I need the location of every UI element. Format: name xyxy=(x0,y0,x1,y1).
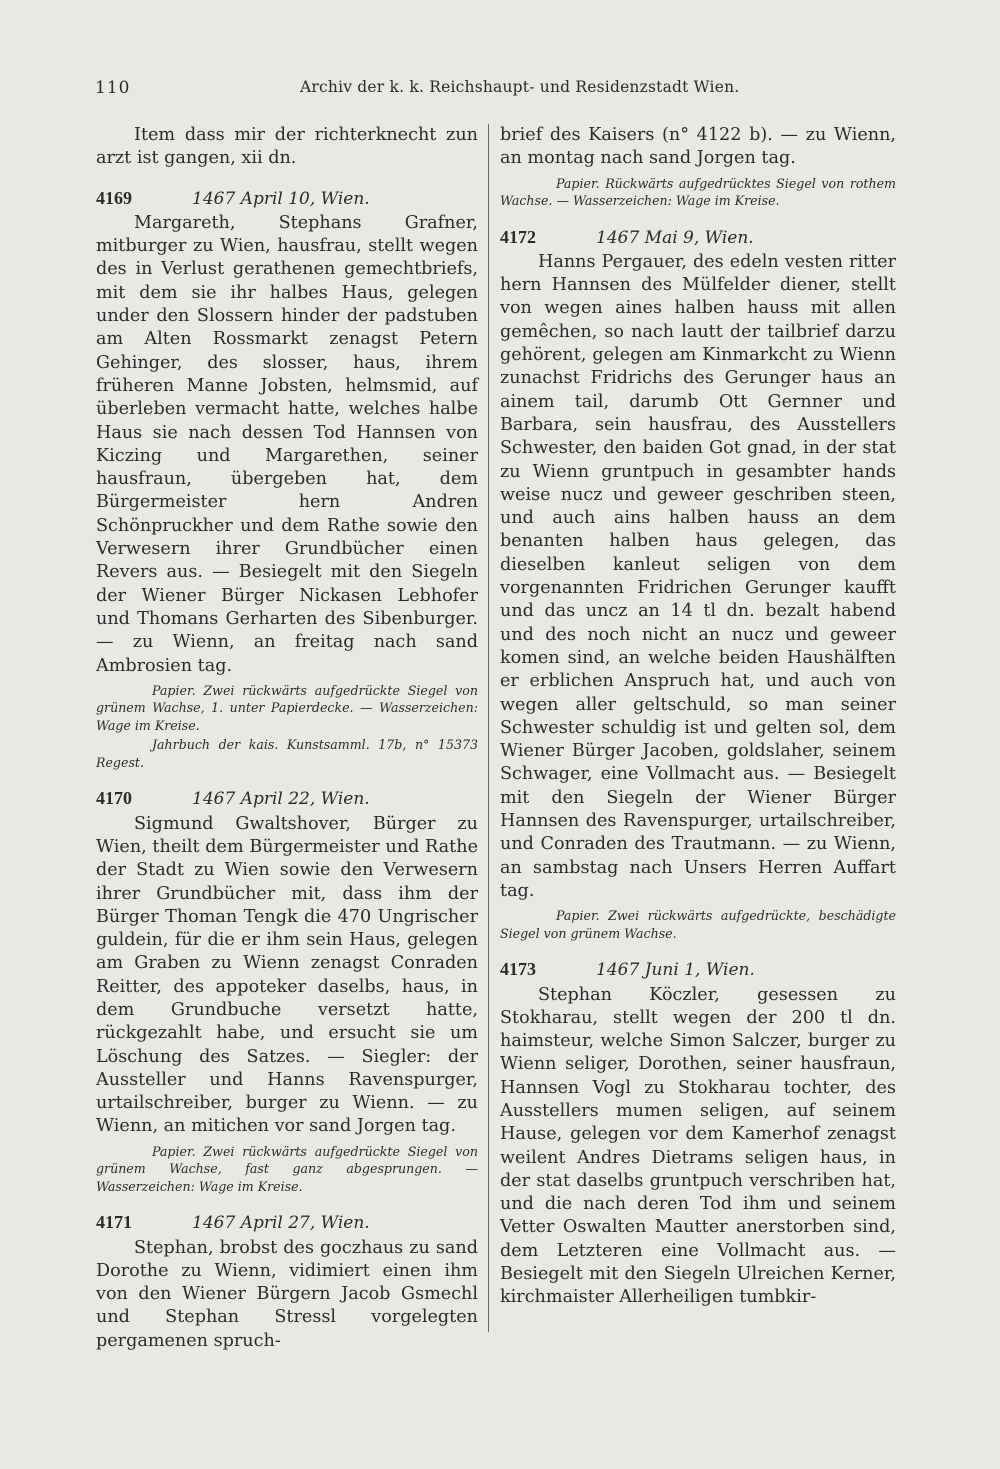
entry-text-4171: Stephan, brobst des goczhaus zu sand Dorothe zu Wienn, vidimiert einen ihm von den Wiener Bürgern Jacob Gsmechl und Stephan Stressl vorgelegten pergamenen spruch- xyxy=(96,1237,478,1351)
entry-date: 1467 April 27, Wien. xyxy=(192,1213,370,1234)
entry-date: 1467 Mai 9, Wien. xyxy=(596,227,754,248)
entry-date: 1467 April 22, Wien. xyxy=(192,789,370,810)
entry-heading-4170 xyxy=(96,787,478,811)
entry-reference-4169: Jahrbuch der kais. Kunstsamml. 17b, n° 15373 Regest. xyxy=(96,737,478,770)
carry-over-paragraph: Item dass mir der richterknecht zun arzt ist gangen, xii dn. xyxy=(96,125,478,169)
entry-text-4169: Margareth, Stephans Grafner, mitburger zu Wien, hausfrau, stellt wegen des in Verlust gerathenen gemechtbriefs, mit dem sie ihr halbes Haus, gelegen under den Slossern hinder der padstuben am Alten Rossmarkt zenagst Petern Gehinger, des slosser, haus, ihrem früheren Manne Jobsten, helmsmid, auf überleben vermacht hatte, welches halbe Haus sie nach dessen Tod Hannsen von Kiczing und Margarethen, seiner hausfraun, übergeben hat, dem Bürgermeister hern Andren Schönpruckher und dem Rathe sowie den Verwesern ihrer Grundbücher einen Revers aus. — Besiegelt mit den Siegeln der Wiener Bürger Nickasen Lebhofer und Thomans Gerharten des Sibenburger. — zu Wienn, an freitag nach sand Ambrosien tag. xyxy=(96,212,478,676)
page-header xyxy=(95,78,895,108)
carry-over-paragraph: brief des Kaisers (n° 4122 b). — zu Wienn, an montag nach sand Jorgen tag. xyxy=(500,125,896,169)
entry-heading-4169 xyxy=(96,187,478,211)
entry-heading-4171 xyxy=(96,1211,478,1235)
left-column xyxy=(96,124,478,1353)
carry-over-note: Papier. Rückwärts aufgedrücktes Siegel von rothem Wachse. — Wasserzeichen: Wage im Kreise. xyxy=(500,175,896,209)
entry-number: 4172 xyxy=(500,226,536,247)
entry-number: 4170 xyxy=(96,788,132,809)
page-number: 110 xyxy=(95,78,131,98)
entry-date: 1467 April 10, Wien. xyxy=(192,188,370,209)
right-column xyxy=(500,124,896,1310)
entry-note-4169: Papier. Zwei rückwärts aufgedrückte Siegel von grünem Wachse, 1. unter Papierdecke. — Wasserzeichen: Wage im Kreise. xyxy=(96,682,478,733)
entry-heading-4172 xyxy=(500,226,896,250)
running-title: Archiv der k. k. Reichshaupt- und Residenzstadt Wien. xyxy=(300,78,740,96)
entry-number: 4169 xyxy=(96,187,132,208)
entry-date: 1467 Juni 1, Wien. xyxy=(596,960,755,981)
entry-note-4172: Papier. Zwei rückwärts aufgedrückte, beschädigte Siegel von grünem Wachse. xyxy=(500,908,896,941)
entry-text-4172: Hanns Pergauer, des edeln vesten ritter hern Hannsen des Mülfelder diener, stellt von wegen aines halben hauss mit allen gemêchen, so nach lautt der tailbrief darzu gehörent, gelegen am Kinmarkcht zu Wienn zunachst Fridrichs des Gerunger haus an ainem tail, darumb Ott Gernner und Barbara, sein hausfrau, des Ausstellers Schwester, den baiden Got gnad, in der stat zu Wienn gruntpuch in gesambter hands weise nucz und geweer geschriben steen, und auch ains halben hauss an dem benanten halben haus gelegen, das dieselben kanleut seligen von dem vorgenannten Fridrichen Gerunger kaufft und das uncz an 14 tl dn. bezalt habend und des noch nicht an nucz und geweer komen sind, an welche beiden Haushälften er erblichen Anspruch hat, und auch von wegen aller geltschuld, so man seiner Schwester schuldig ist und gelten sol, dem Wiener Bürger Jacoben, goldslaher, seinem Schwager, eine Vollmacht aus. — Besiegelt mit den Siegeln der Wiener Bürger Hannsen des Ravenspurger, urtailschreiber, und Conraden des Trautmann. — zu Wienn, an sambstag nach Unsers Herren Auffart tag. xyxy=(500,251,896,901)
entry-text-4173: Stephan Köczler, gesessen zu Stokharau, stellt wegen der 200 tl dn. haimsteur, welche Simon Salczer, burger zu Wienn seliger, Dorothen, seiner hausfraun, Hannsen Vogl zu Stokharau tochter, des Ausstellers mumen seligen, auf seinem Hause, gelegen vor dem Kamerhof zenagst weilent Andres Dietrams seligen haus, in der stat daselbs gruntpuch verschriben hat, und die nach deren Tod ihm und seinem Vetter Oswalten Mautter anerstorben sind, dem Letzteren eine Vollmacht aus. — Besiegelt mit den Siegeln Ulreichen Kerner, kirchmaister Allerheiligen tumbkir- xyxy=(500,984,896,1308)
entry-number: 4173 xyxy=(500,959,536,980)
entry-note-4170: Papier. Zwei rückwärts aufgedrückte Siegel von grünem Wachse, fast ganz abgesprungen. — Wasserzeichen: Wage im Kreise. xyxy=(96,1143,478,1194)
entry-text-4170: Sigmund Gwaltshover, Bürger zu Wien, theilt dem Bürgermeister und Rathe der Stadt zu Wien sowie den Verwesern ihrer Grundbücher mit, dass ihm der Bürger Thoman Tengk die 470 Ungrischer guldein, für die er ihm sein Haus, gelegen am Graben zu Wienn zenagst Conraden Reitter, des appoteker daselbs, haus, in dem Grundbuche versetzt hatte, rückgezahlt habe, und ersucht sie um Löschung des Satzes. — Siegler: der Aussteller und Hanns Ravenspurger, urtailschreiber, burger zu Wienn. — zu Wienn, an mitichen vor sand Jorgen tag. xyxy=(96,813,478,1137)
column-divider xyxy=(488,124,489,1332)
entry-number: 4171 xyxy=(96,1212,132,1233)
entry-heading-4173 xyxy=(500,958,896,982)
